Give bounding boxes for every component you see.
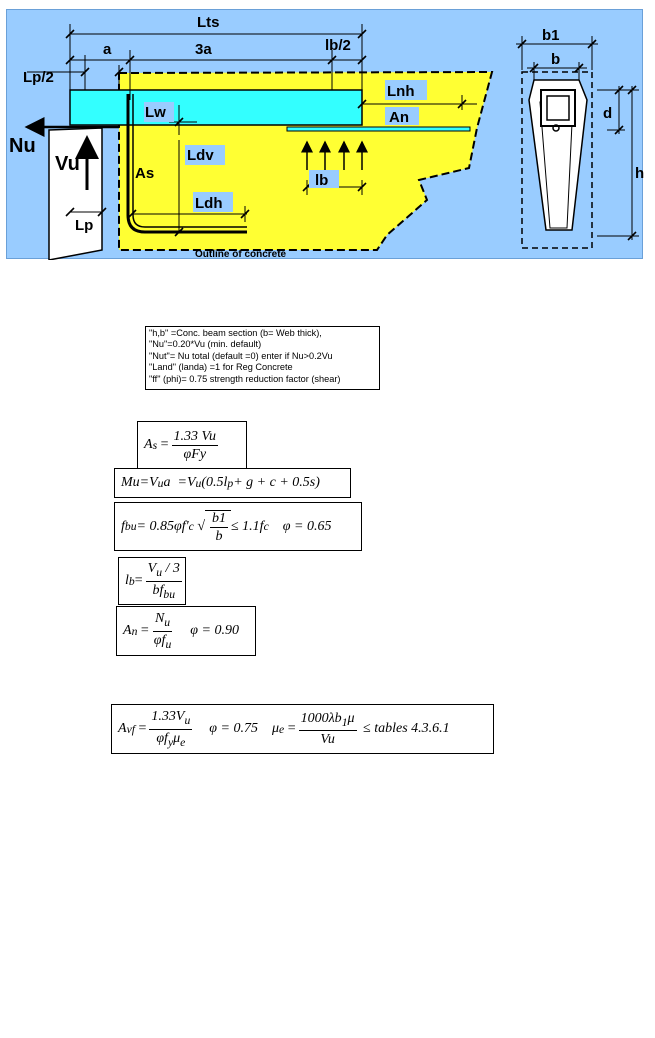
an-bar [287,127,470,131]
label-nu: Nu [9,135,36,157]
label-b1: b1 [542,27,560,44]
label-outline: Outline of concrete [195,249,287,260]
label-3a: 3a [195,41,212,58]
formula-as: A s = $\frac{1.33 Vu}{\text{φFy}}$ [137,421,247,469]
label-lw: Lw [145,104,166,121]
note-line: "Nut"= Nu total (default =0) enter if Nu>0.2Vu [149,350,333,361]
note-line: "Nu"=0.20*Vu (min. default) [149,339,262,350]
note-line: "h,b" =Conc. beam section (b= Web thick), [149,328,322,338]
corbel-diagram [6,9,643,259]
formula-lb: l b = $\frac{V_u / 3}{bf_{bu}}$ [118,557,186,605]
label-lts: Lts [197,14,220,31]
label-an: An [389,109,409,126]
label-h: h [635,165,644,182]
label-lp: Lp [75,217,94,234]
formula-fbu: f bu = 0.85φf' c √ $\frac{b1}{b}$ ≤ 1.1f c φ = 0.65 [114,502,362,551]
formula-an: A n = $\frac{N_u}{\varphi f_u}$ φ = 0.90 [116,606,256,656]
corbel-diagram-svg [7,10,644,260]
label-lb: lb [315,172,329,189]
label-d: d [603,105,613,122]
label-ldv: Ldv [187,147,214,164]
formula-mu: Mu=V u a =V u (0.5l p + g + c + 0.5s) [114,468,351,498]
corbel-ledge [70,90,362,125]
formula-avf: A vf = $\frac{1.33V_u}{\varphi f_y\mu_e}$ φ = 0.75 μ e = $\frac{1000\lambda b_1\mu}{Vu}$ ≤ tables 4.3.6.1 [111,704,494,754]
label-b: b [551,51,561,68]
note-line: "Land" (landa) =1 for Reg Concrete [149,362,293,373]
label-lp-half: Lp/2 [23,69,54,86]
notes-box [145,326,380,390]
label-lb-half: lb/2 [325,37,351,54]
label-vu: Vu [55,153,80,175]
section-ties-inner [547,96,569,120]
label-ldh: Ldh [195,195,223,212]
label-as: As [135,165,155,182]
label-a: a [103,41,112,58]
bearing-element [49,128,102,260]
label-lnh: Lnh [387,83,415,100]
note-line: "ff" (phi)= 0.75 strength reduction factor (shear) [149,373,341,384]
